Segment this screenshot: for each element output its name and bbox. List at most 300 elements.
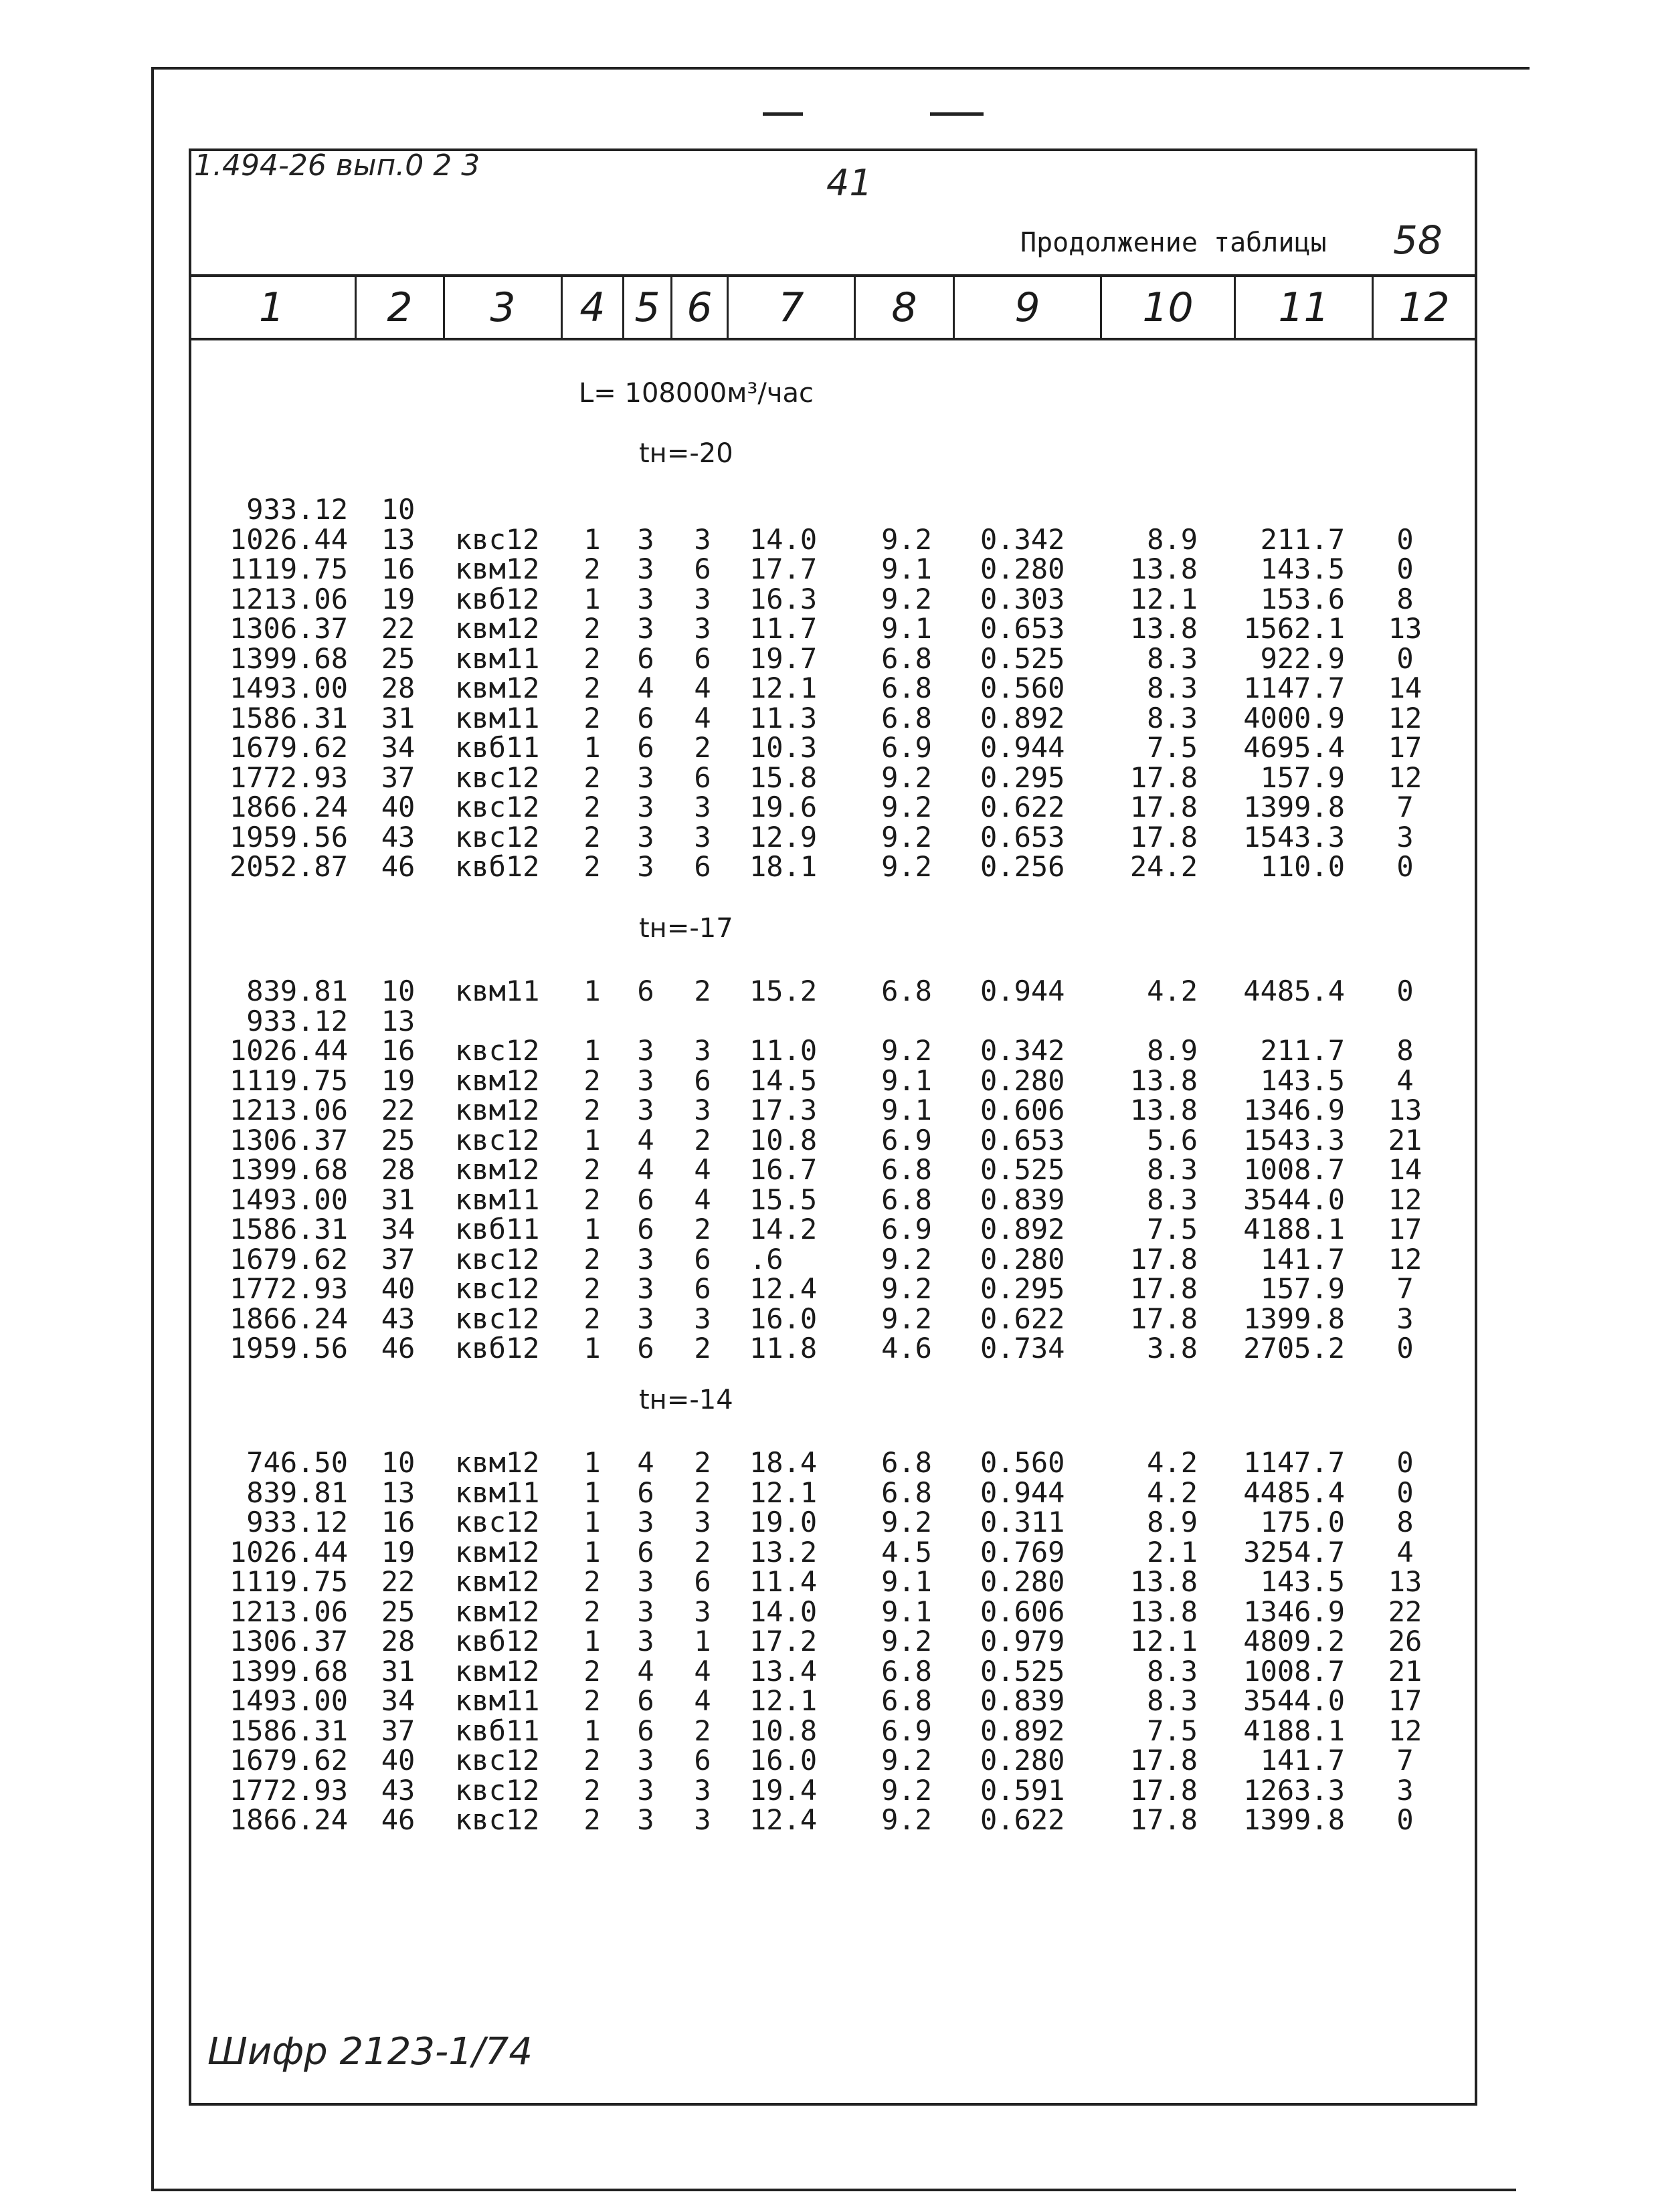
cell-col-5: 6 xyxy=(637,1535,654,1569)
cell-col-11: 1263.3 xyxy=(1243,1773,1345,1807)
cell-col-3: квм12 xyxy=(455,672,540,704)
cell-col-3: квб12 xyxy=(455,582,540,615)
cell-col-11: 153.6 xyxy=(1260,582,1345,615)
outer-left-border xyxy=(151,67,154,2191)
cell-col-7: 13.2 xyxy=(749,1535,818,1569)
cell-col-11: 4485.4 xyxy=(1243,1476,1345,1509)
cell-col-5: 3 xyxy=(637,1094,654,1126)
cell-col-12: 12 xyxy=(1388,1242,1422,1276)
cell-col-9: 0.256 xyxy=(980,850,1065,883)
cell-col-4: 2 xyxy=(583,1064,601,1097)
cell-col-2: 10 xyxy=(381,493,416,526)
cell-col-7: 14.2 xyxy=(749,1213,818,1245)
cell-col-12: 0 xyxy=(1396,1476,1414,1509)
cell-col-8: 9.2 xyxy=(881,1302,932,1335)
cell-col-10: 8.9 xyxy=(1147,522,1198,556)
cell-col-6: 2 xyxy=(694,975,711,1007)
cell-col-9: 0.653 xyxy=(980,820,1065,853)
cell-col-8: 9.2 xyxy=(881,1506,932,1538)
cell-col-8: 9.2 xyxy=(881,522,932,556)
cell-col-2: 43 xyxy=(381,1773,416,1807)
cell-col-2: 19 xyxy=(381,1535,416,1569)
cell-col-6: 3 xyxy=(694,582,711,615)
cell-col-2: 43 xyxy=(381,1302,416,1335)
cell-col-3: квб12 xyxy=(455,850,540,883)
cell-col-1: 1679.62 xyxy=(229,1744,348,1777)
column-header-2: 2 xyxy=(355,276,443,339)
cell-col-4: 2 xyxy=(583,1153,601,1186)
cell-col-2: 22 xyxy=(381,1094,416,1126)
cell-col-10: 8.3 xyxy=(1147,641,1198,675)
cell-col-9: 0.342 xyxy=(980,522,1065,556)
cell-col-9: 0.342 xyxy=(980,1034,1065,1067)
cell-col-1: 839.81 xyxy=(246,975,348,1007)
cell-col-11: 211.7 xyxy=(1260,1034,1345,1067)
cell-col-2: 19 xyxy=(381,582,416,615)
cell-col-5: 3 xyxy=(637,850,654,883)
cell-col-2: 25 xyxy=(381,1123,416,1157)
cell-col-7: .6 xyxy=(749,1242,783,1276)
cell-col-4: 1 xyxy=(583,582,601,615)
cell-col-1: 1399.68 xyxy=(229,641,348,675)
cell-col-6: 2 xyxy=(694,1123,711,1157)
cell-col-3: квс12 xyxy=(455,1773,540,1807)
cell-col-6: 6 xyxy=(694,552,711,585)
cell-col-12: 8 xyxy=(1396,1506,1414,1538)
cell-col-7: 13.4 xyxy=(749,1654,818,1688)
cell-col-10: 7.5 xyxy=(1147,731,1198,764)
cell-col-8: 9.1 xyxy=(881,1064,932,1097)
cell-col-7: 15.8 xyxy=(749,761,818,794)
cell-col-12: 13 xyxy=(1388,1094,1422,1126)
cell-col-3: квб11 xyxy=(455,1213,540,1245)
cell-col-5: 3 xyxy=(637,1272,654,1305)
cell-col-5: 3 xyxy=(637,1773,654,1807)
cell-col-4: 2 xyxy=(583,641,601,675)
cell-col-12: 13 xyxy=(1388,612,1422,645)
cell-col-8: 6.8 xyxy=(881,1183,932,1216)
cell-col-9: 0.525 xyxy=(980,1654,1065,1688)
cell-col-8: 9.2 xyxy=(881,1242,932,1276)
cell-col-8: 6.8 xyxy=(881,1654,932,1688)
cell-col-4: 2 xyxy=(583,1272,601,1305)
cell-col-4: 2 xyxy=(583,1565,601,1598)
cell-col-12: 12 xyxy=(1388,1183,1422,1216)
cell-col-7: 16.0 xyxy=(749,1302,818,1335)
cell-col-7: 11.7 xyxy=(749,612,818,645)
cell-col-6: 3 xyxy=(694,612,711,645)
cell-col-6: 6 xyxy=(694,761,711,794)
cell-col-12: 7 xyxy=(1396,1272,1414,1305)
cell-col-1: 1679.62 xyxy=(229,1242,348,1276)
cell-col-7: 19.4 xyxy=(749,1773,818,1807)
cell-col-11: 110.0 xyxy=(1260,850,1345,883)
cell-col-8: 6.8 xyxy=(881,701,932,734)
cell-col-12: 13 xyxy=(1388,1565,1422,1598)
cell-col-6: 3 xyxy=(694,1803,711,1836)
cell-col-10: 13.8 xyxy=(1129,1094,1198,1126)
cell-col-9: 0.560 xyxy=(980,1446,1065,1479)
cell-col-11: 4000.9 xyxy=(1243,701,1345,734)
cell-col-9: 0.944 xyxy=(980,1476,1065,1509)
cell-col-4: 1 xyxy=(583,975,601,1007)
cell-col-3: квс12 xyxy=(455,1034,540,1067)
cell-col-3: квс12 xyxy=(455,1242,540,1276)
cell-col-6: 3 xyxy=(694,1034,711,1067)
cell-col-7: 11.3 xyxy=(749,701,818,734)
cell-col-1: 1026.44 xyxy=(229,1034,348,1067)
cell-col-9: 0.944 xyxy=(980,731,1065,764)
cell-col-7: 19.7 xyxy=(749,641,818,675)
cell-col-7: 14.0 xyxy=(749,1595,818,1628)
cell-col-10: 17.8 xyxy=(1129,820,1198,853)
cell-col-4: 2 xyxy=(583,1684,601,1717)
cell-col-3: квм12 xyxy=(455,1535,540,1569)
cell-col-7: 17.2 xyxy=(749,1625,818,1657)
cell-col-9: 0.606 xyxy=(980,1094,1065,1126)
cell-col-1: 1306.37 xyxy=(229,1123,348,1157)
cell-col-11: 1399.8 xyxy=(1243,791,1345,823)
table-number: 58 xyxy=(1393,217,1443,263)
cell-col-3: квс12 xyxy=(455,1302,540,1335)
cell-col-5: 3 xyxy=(637,1803,654,1836)
cipher-label: Шифр 2123-1/74 xyxy=(207,2030,533,2074)
cell-col-7: 10.8 xyxy=(749,1714,818,1747)
cell-col-1: 1959.56 xyxy=(229,820,348,853)
cell-col-10: 4.2 xyxy=(1147,1446,1198,1479)
cell-col-11: 1399.8 xyxy=(1243,1803,1345,1836)
cell-col-3: квб11 xyxy=(455,731,540,764)
cell-col-7: 17.3 xyxy=(749,1094,818,1126)
cell-col-4: 2 xyxy=(583,1302,601,1335)
cell-col-3: квм12 xyxy=(455,1094,540,1126)
cell-col-5: 4 xyxy=(637,1654,654,1688)
cell-col-7: 12.4 xyxy=(749,1803,818,1836)
cell-col-4: 2 xyxy=(583,791,601,823)
cell-col-10: 7.5 xyxy=(1147,1213,1198,1245)
cell-col-7: 12.1 xyxy=(749,1476,818,1509)
cell-col-7: 12.1 xyxy=(749,1684,818,1717)
cell-col-5: 4 xyxy=(637,1153,654,1186)
cell-col-7: 11.8 xyxy=(749,1332,818,1365)
cell-col-5: 3 xyxy=(637,522,654,556)
cell-col-11: 157.9 xyxy=(1260,1272,1345,1305)
cell-col-3: квм12 xyxy=(455,1446,540,1479)
cell-col-7: 19.0 xyxy=(749,1506,818,1538)
cell-col-5: 6 xyxy=(637,975,654,1007)
cell-col-8: 6.9 xyxy=(881,731,932,764)
cell-col-8: 4.5 xyxy=(881,1535,932,1569)
cell-col-5: 6 xyxy=(637,1213,654,1245)
cell-col-2: 13 xyxy=(381,522,416,556)
cell-col-10: 13.8 xyxy=(1129,1565,1198,1598)
cell-col-7: 10.3 xyxy=(749,731,818,764)
cell-col-9: 0.280 xyxy=(980,552,1065,585)
cell-col-3: квм12 xyxy=(455,1595,540,1628)
cell-col-9: 0.295 xyxy=(980,1272,1065,1305)
cell-col-9: 0.295 xyxy=(980,761,1065,794)
cell-col-10: 17.8 xyxy=(1129,761,1198,794)
column-header-7: 7 xyxy=(727,276,854,339)
cell-col-2: 10 xyxy=(381,1446,416,1479)
cell-col-4: 2 xyxy=(583,672,601,704)
cell-col-4: 2 xyxy=(583,701,601,734)
cell-col-4: 2 xyxy=(583,1094,601,1126)
cell-col-3: квм11 xyxy=(455,975,540,1007)
cell-col-5: 6 xyxy=(637,1183,654,1216)
cell-col-10: 17.8 xyxy=(1129,791,1198,823)
cell-col-8: 9.2 xyxy=(881,1625,932,1657)
cell-col-12: 14 xyxy=(1388,1153,1422,1186)
cell-col-3: квм11 xyxy=(455,1183,540,1216)
cell-col-6: 3 xyxy=(694,1595,711,1628)
cell-col-1: 2052.87 xyxy=(229,850,348,883)
cell-col-4: 1 xyxy=(583,1625,601,1657)
cell-col-3: квм11 xyxy=(455,701,540,734)
cell-col-7: 16.7 xyxy=(749,1153,818,1186)
cell-col-12: 26 xyxy=(1388,1625,1422,1657)
cell-col-3: квм12 xyxy=(455,1064,540,1097)
cell-col-9: 0.560 xyxy=(980,672,1065,704)
cell-col-2: 37 xyxy=(381,761,416,794)
cell-col-9: 0.606 xyxy=(980,1595,1065,1628)
cell-col-9: 0.839 xyxy=(980,1684,1065,1717)
cell-col-5: 3 xyxy=(637,582,654,615)
cell-col-10: 8.3 xyxy=(1147,1153,1198,1186)
cell-col-10: 8.9 xyxy=(1147,1506,1198,1538)
cell-col-6: 4 xyxy=(694,1654,711,1688)
cell-col-1: 1772.93 xyxy=(229,761,348,794)
cell-col-10: 8.3 xyxy=(1147,672,1198,704)
cell-col-9: 0.622 xyxy=(980,1302,1065,1335)
cell-col-10: 8.3 xyxy=(1147,701,1198,734)
cell-col-1: 1119.75 xyxy=(229,1565,348,1598)
cell-col-5: 3 xyxy=(637,1595,654,1628)
cell-col-8: 6.8 xyxy=(881,1476,932,1509)
cell-col-6: 6 xyxy=(694,1272,711,1305)
cell-col-6: 4 xyxy=(694,1183,711,1216)
cell-col-4: 1 xyxy=(583,1535,601,1569)
cell-col-8: 9.2 xyxy=(881,1803,932,1836)
cell-col-3: квм12 xyxy=(455,1654,540,1688)
cell-col-4: 1 xyxy=(583,1034,601,1067)
outer-top-border xyxy=(151,67,1530,70)
cell-col-1: 1119.75 xyxy=(229,1064,348,1097)
cell-col-8: 6.9 xyxy=(881,1714,932,1747)
cell-col-8: 9.2 xyxy=(881,1773,932,1807)
cell-col-12: 7 xyxy=(1396,1744,1414,1777)
cell-col-9: 0.839 xyxy=(980,1183,1065,1216)
cell-col-11: 1399.8 xyxy=(1243,1302,1345,1335)
cell-col-2: 46 xyxy=(381,1332,416,1365)
cell-col-1: 1493.00 xyxy=(229,672,348,704)
cell-col-6: 3 xyxy=(694,1302,711,1335)
cell-col-1: 1306.37 xyxy=(229,1625,348,1657)
cell-col-4: 2 xyxy=(583,1803,601,1836)
cell-col-3: квс12 xyxy=(455,1272,540,1305)
cell-col-6: 2 xyxy=(694,1714,711,1747)
cell-col-10: 13.8 xyxy=(1129,552,1198,585)
cell-col-2: 46 xyxy=(381,1803,416,1836)
cell-col-5: 3 xyxy=(637,1302,654,1335)
section-title: tн=-14 xyxy=(639,1385,733,1415)
cell-col-5: 6 xyxy=(637,1476,654,1509)
outer-bottom-border xyxy=(151,2189,1516,2191)
cell-col-11: 175.0 xyxy=(1260,1506,1345,1538)
cell-col-11: 3544.0 xyxy=(1243,1183,1345,1216)
cell-col-5: 3 xyxy=(637,1034,654,1067)
cell-col-11: 211.7 xyxy=(1260,522,1345,556)
cell-col-1: 933.12 xyxy=(246,1506,348,1538)
cell-col-10: 13.8 xyxy=(1129,612,1198,645)
cell-col-3: квм12 xyxy=(455,552,540,585)
cell-col-2: 34 xyxy=(381,731,416,764)
cell-col-2: 10 xyxy=(381,975,416,1007)
cell-col-8: 6.9 xyxy=(881,1213,932,1245)
cell-col-3: квс12 xyxy=(455,1803,540,1836)
cell-col-6: 3 xyxy=(694,820,711,853)
cell-col-12: 21 xyxy=(1388,1654,1422,1688)
cell-col-1: 1679.62 xyxy=(229,731,348,764)
cell-col-11: 4188.1 xyxy=(1243,1213,1345,1245)
cell-col-3: квс12 xyxy=(455,761,540,794)
cell-col-4: 1 xyxy=(583,1506,601,1538)
cell-col-6: 4 xyxy=(694,701,711,734)
cell-col-12: 3 xyxy=(1396,1773,1414,1807)
cell-col-5: 3 xyxy=(637,1744,654,1777)
cell-col-8: 6.8 xyxy=(881,1153,932,1186)
cell-col-7: 12.9 xyxy=(749,820,818,853)
cell-col-2: 46 xyxy=(381,850,416,883)
cell-col-3: квс12 xyxy=(455,1123,540,1157)
cell-col-4: 1 xyxy=(583,522,601,556)
cell-col-7: 12.1 xyxy=(749,672,818,704)
cell-col-8: 4.6 xyxy=(881,1332,932,1365)
column-header-9: 9 xyxy=(953,276,1100,339)
cell-col-2: 25 xyxy=(381,641,416,675)
cell-col-12: 3 xyxy=(1396,1302,1414,1335)
cell-col-4: 2 xyxy=(583,1183,601,1216)
cell-col-2: 31 xyxy=(381,1183,416,1216)
cell-col-12: 0 xyxy=(1396,1332,1414,1365)
cell-col-6: 6 xyxy=(694,1565,711,1598)
cell-col-10: 24.2 xyxy=(1129,850,1198,883)
cell-col-5: 4 xyxy=(637,1446,654,1479)
cell-col-8: 6.8 xyxy=(881,1684,932,1717)
cell-col-5: 3 xyxy=(637,1625,654,1657)
cell-col-2: 28 xyxy=(381,1153,416,1186)
cell-col-10: 4.2 xyxy=(1147,1476,1198,1509)
cell-col-1: 1493.00 xyxy=(229,1183,348,1216)
cell-col-3: квм12 xyxy=(455,612,540,645)
cell-col-3: квб11 xyxy=(455,1714,540,1747)
cell-col-7: 12.4 xyxy=(749,1272,818,1305)
cell-col-5: 3 xyxy=(637,1565,654,1598)
cell-col-11: 1147.7 xyxy=(1243,1446,1345,1479)
cell-col-6: 6 xyxy=(694,1744,711,1777)
cell-col-12: 17 xyxy=(1388,1684,1422,1717)
cell-col-4: 2 xyxy=(583,1242,601,1276)
cell-col-4: 1 xyxy=(583,1476,601,1509)
cell-col-11: 1346.9 xyxy=(1243,1595,1345,1628)
cell-col-8: 6.8 xyxy=(881,1446,932,1479)
cell-col-2: 34 xyxy=(381,1684,416,1717)
cell-col-11: 143.5 xyxy=(1260,1064,1345,1097)
cell-col-1: 933.12 xyxy=(246,493,348,526)
cell-col-10: 17.8 xyxy=(1129,1242,1198,1276)
cell-col-1: 1772.93 xyxy=(229,1773,348,1807)
cell-col-10: 17.8 xyxy=(1129,1803,1198,1836)
cell-col-11: 143.5 xyxy=(1260,1565,1345,1598)
cell-col-6: 3 xyxy=(694,1773,711,1807)
cell-col-3: квб12 xyxy=(455,1332,540,1365)
cell-col-10: 12.1 xyxy=(1129,1625,1198,1657)
cell-col-6: 3 xyxy=(694,1506,711,1538)
cell-col-8: 9.2 xyxy=(881,1744,932,1777)
cell-col-3: квс12 xyxy=(455,1744,540,1777)
cell-col-11: 1562.1 xyxy=(1243,612,1345,645)
cell-col-9: 0.591 xyxy=(980,1773,1065,1807)
cell-col-11: 4188.1 xyxy=(1243,1714,1345,1747)
cell-col-10: 13.8 xyxy=(1129,1595,1198,1628)
cell-col-9: 0.892 xyxy=(980,701,1065,734)
cell-col-1: 1213.06 xyxy=(229,1595,348,1628)
cell-col-3: квм11 xyxy=(455,641,540,675)
cell-col-11: 157.9 xyxy=(1260,761,1345,794)
cell-col-10: 4.2 xyxy=(1147,975,1198,1007)
cell-col-9: 0.311 xyxy=(980,1506,1065,1538)
cell-col-10: 8.3 xyxy=(1147,1183,1198,1216)
cell-col-3: квм11 xyxy=(455,1684,540,1717)
cell-col-3: квс12 xyxy=(455,1506,540,1538)
cell-col-11: 4809.2 xyxy=(1243,1625,1345,1657)
cell-col-7: 18.1 xyxy=(749,850,818,883)
cell-col-4: 1 xyxy=(583,1123,601,1157)
cell-col-10: 8.9 xyxy=(1147,1034,1198,1067)
cell-col-9: 0.622 xyxy=(980,1803,1065,1836)
cell-col-2: 34 xyxy=(381,1213,416,1245)
cell-col-11: 1346.9 xyxy=(1243,1094,1345,1126)
cell-col-9: 0.769 xyxy=(980,1535,1065,1569)
cell-col-10: 8.3 xyxy=(1147,1684,1198,1717)
cell-col-6: 6 xyxy=(694,1064,711,1097)
cell-col-1: 1026.44 xyxy=(229,1535,348,1569)
cell-col-1: 1866.24 xyxy=(229,1302,348,1335)
cell-col-12: 17 xyxy=(1388,731,1422,764)
cell-col-7: 15.2 xyxy=(749,975,818,1007)
column-header-10: 10 xyxy=(1100,276,1234,339)
cell-col-11: 1008.7 xyxy=(1243,1654,1345,1688)
column-header-12: 12 xyxy=(1372,276,1475,339)
cell-col-10: 13.8 xyxy=(1129,1064,1198,1097)
cell-col-12: 21 xyxy=(1388,1123,1422,1157)
cell-col-7: 16.3 xyxy=(749,582,818,615)
cell-col-7: 10.8 xyxy=(749,1123,818,1157)
cell-col-7: 16.0 xyxy=(749,1744,818,1777)
cell-col-12: 0 xyxy=(1396,975,1414,1007)
cell-col-9: 0.979 xyxy=(980,1625,1065,1657)
cell-col-12: 12 xyxy=(1388,1714,1422,1747)
cell-col-4: 1 xyxy=(583,1714,601,1747)
cell-col-9: 0.622 xyxy=(980,791,1065,823)
cell-col-12: 0 xyxy=(1396,641,1414,675)
cell-col-4: 1 xyxy=(583,1446,601,1479)
cell-col-6: 2 xyxy=(694,1332,711,1365)
cell-col-9: 0.892 xyxy=(980,1213,1065,1245)
column-header-6: 6 xyxy=(670,276,727,339)
column-header-1: 1 xyxy=(258,284,285,331)
cell-col-2: 19 xyxy=(381,1064,416,1097)
